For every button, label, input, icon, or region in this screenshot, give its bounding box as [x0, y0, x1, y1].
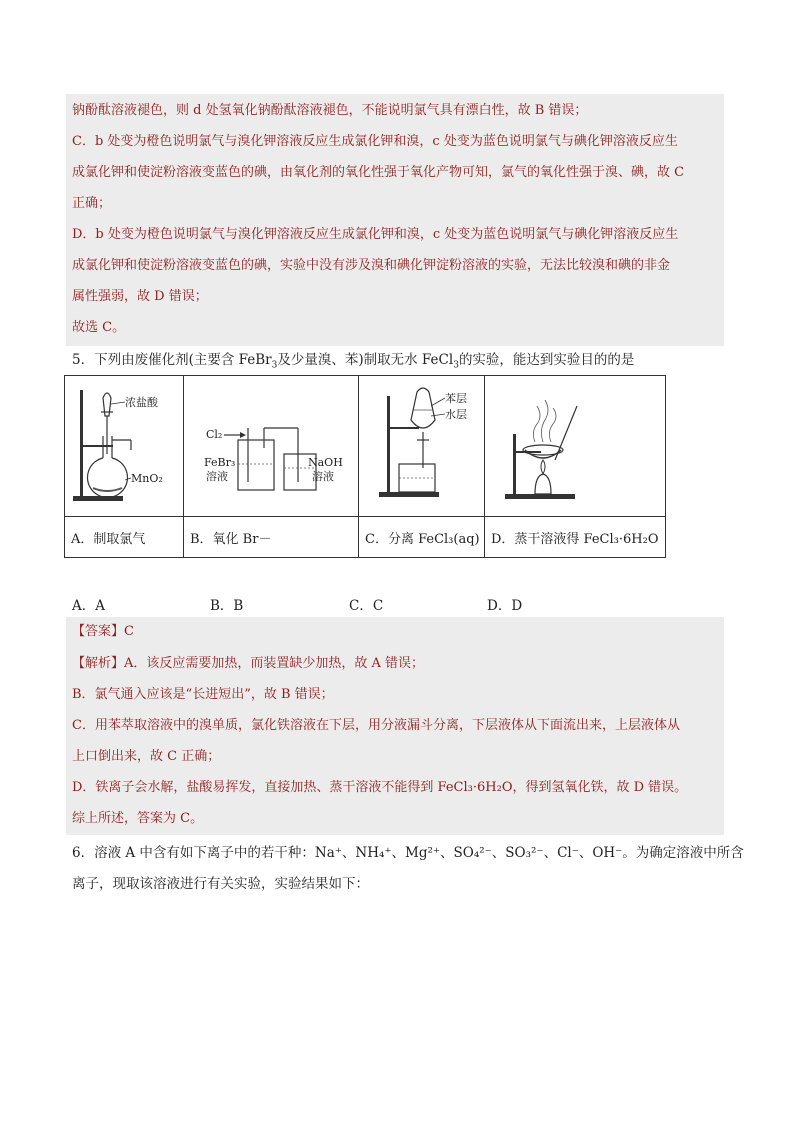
label-benzene-layer: 苯层 — [445, 392, 467, 405]
apparatus-c-cell — [359, 376, 485, 517]
label-conc-hcl: 浓盐酸 — [125, 396, 158, 409]
caption-a: A．制取氯气 — [65, 517, 184, 558]
label-febr3: FeBr₃ — [204, 456, 236, 469]
prev-line-2: C．b 处变为橙色说明氯气与溴化钾溶液反应生成氯化钾和溴，c 处变为蓝色说明氯气与碘化钾溶液反应生 — [72, 134, 678, 149]
answer-line: 【答案】C — [72, 624, 134, 639]
label-cl2: Cl₂ — [206, 428, 223, 441]
q6-stem-line-2: 离子，现取该溶液进行有关实验，实验结果如下： — [72, 876, 369, 892]
chlorine-generator-diagram — [65, 376, 183, 512]
evaporation-diagram — [485, 376, 665, 512]
oxidation-setup-diagram — [184, 376, 358, 512]
label-water-layer: 水层 — [445, 408, 467, 421]
analysis-line-4: 上口倒出来，故 C 正确； — [72, 749, 221, 764]
q5-stem: 5．下列由废催化剂(主要含 FeBr$_3$及少量溴、苯)制取无水 FeCl$_3$的实验，能达到实验目的的是 — [72, 352, 635, 371]
label-naoh-solution: 溶液 — [312, 470, 334, 483]
prev-line-6: 成氯化钾和使淀粉溶液变蓝色的碘，实验中没有涉及溴和碘化钾淀粉溶液的实验，无法比较溴和碘的非金 — [72, 258, 671, 273]
apparatus-a-cell — [65, 376, 184, 517]
analysis-line-1: 【解析】A．该反应需要加热，而装置缺少加热，故 A 错误； — [72, 656, 425, 671]
apparatus-b-cell — [184, 376, 359, 517]
option-d: D．D — [487, 598, 523, 614]
q6-stem-line-1: 6．溶液 A 中含有如下离子中的若干种：Na⁺、NH₄⁺、Mg²⁺、SO₄²⁻、SO₃²⁻、Cl⁻、OH⁻。为确定溶液中所含 — [72, 845, 744, 861]
label-naoh: NaOH — [308, 456, 343, 469]
analysis-line-2: B．氯气通入应该是“长进短出”，故 B 错误； — [72, 687, 334, 702]
prev-line-8: 故选 C。 — [72, 320, 126, 335]
separatory-funnel-diagram — [359, 376, 484, 512]
prev-line-3: 成氯化钾和使淀粉溶液变蓝色的碘，由氧化剂的氧化性强于氧化产物可知，氯气的氧化性强于溴、碘，故 C — [72, 165, 685, 180]
apparatus-table — [64, 375, 666, 558]
prev-analysis-shade — [66, 94, 724, 346]
analysis-line-3: C．用苯萃取溶液中的溴单质，氯化铁溶液在下层，用分液漏斗分离，下层液体从下面流出来，上层液体从 — [72, 718, 680, 733]
option-c: C．C — [349, 598, 384, 614]
analysis-line-6: 综上所述，答案为 C。 — [72, 811, 204, 826]
label-febr3-solution: 溶液 — [206, 470, 228, 483]
caption-b: B．氧化 Br－ — [184, 517, 359, 558]
label-mno2: MnO₂ — [131, 472, 163, 485]
option-b: B．B — [210, 598, 244, 614]
prev-line-7: 属性强弱，故 D 错误； — [72, 289, 208, 304]
prev-line-1: 钠酚酞溶液褪色，则 d 处氢氧化钠酚酞溶液褪色，不能说明氯气具有漂白性，故 B 错误； — [72, 103, 588, 118]
option-a: A．A — [72, 598, 105, 614]
caption-c: C．分离 FeCl₃(aq) — [359, 517, 485, 558]
prev-line-5: D．b 处变为橙色说明氯气与溴化钾溶液反应生成氯化钾和溴，c 处变为蓝色说明氯气与碘化钾溶液反应生 — [72, 227, 679, 242]
apparatus-d-cell — [485, 376, 666, 517]
analysis-line-5: D．铁离子会水解，盐酸易挥发，直接加热、蒸干溶液不能得到 FeCl₃·6H₂O，得到氢氧化铁，故 D 错误。 — [72, 780, 688, 795]
prev-line-4: 正确； — [72, 196, 112, 211]
caption-d: D．蒸干溶液得 FeCl₃·6H₂O — [485, 517, 666, 558]
